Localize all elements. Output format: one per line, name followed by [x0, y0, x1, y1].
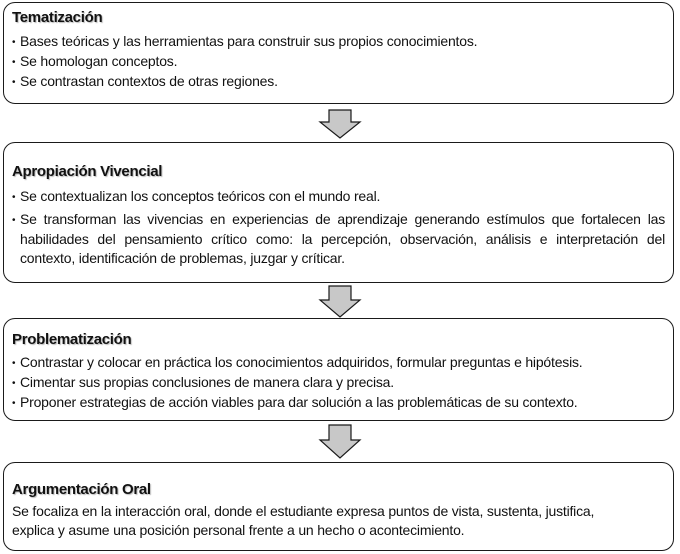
stage-item: • Contrastar y colocar en práctica los conocimientos adquiridos, formular preguntas e hipótesis.: [12, 353, 665, 373]
stage-item: • Se contextualizan los conceptos teóricos con el mundo real.: [12, 187, 665, 207]
stage-item: • Bases teóricas y las herramientas para construir sus propios conocimientos.: [12, 32, 665, 52]
stage-item-list: [12, 32, 665, 92]
stage-item: • Cimentar sus propias conclusiones de manera clara y precisa.: [12, 373, 665, 393]
stage-title: Apropiación Vivencial: [12, 163, 163, 180]
stage-box-problematizacion: [3, 318, 674, 421]
stage-box-tematizacion: [3, 2, 674, 104]
stage-box-argumentacion-oral: [3, 462, 674, 551]
down-arrow-icon: [318, 109, 362, 139]
stage-title: Tematización: [12, 9, 103, 26]
stage-title: Problematización: [12, 331, 132, 348]
stage-item-list: [12, 187, 665, 268]
stage-item: • Se contrastan contextos de otras regiones.: [12, 72, 665, 92]
stage-item-list: [12, 353, 665, 413]
down-arrow-icon: [318, 285, 362, 318]
stage-title: Argumentación Oral: [12, 481, 151, 498]
stage-item: • Proponer estrategias de acción viables para dar solución a las problemáticas de su contexto.: [12, 393, 665, 413]
stage-box-apropiacion-vivencial: [3, 142, 674, 283]
stage-item: • Se transforman las vivencias en experiencias de aprendizaje generando estímulos que fortalecen las habilidades del pensamiento crítico como: la percepción, observación, análisis e interpretación del contexto, identificación de problemas, juzgar y críticar.: [12, 210, 665, 268]
stage-paragraph: Se focaliza en la interacción oral, donde el estudiante expresa puntos de vista, sustenta, justifica, explica y asume una posición personal frente a un hecho o acontecimiento.: [12, 503, 595, 538]
stage-item: • Se homologan conceptos.: [12, 52, 665, 72]
down-arrow-icon: [318, 424, 362, 459]
